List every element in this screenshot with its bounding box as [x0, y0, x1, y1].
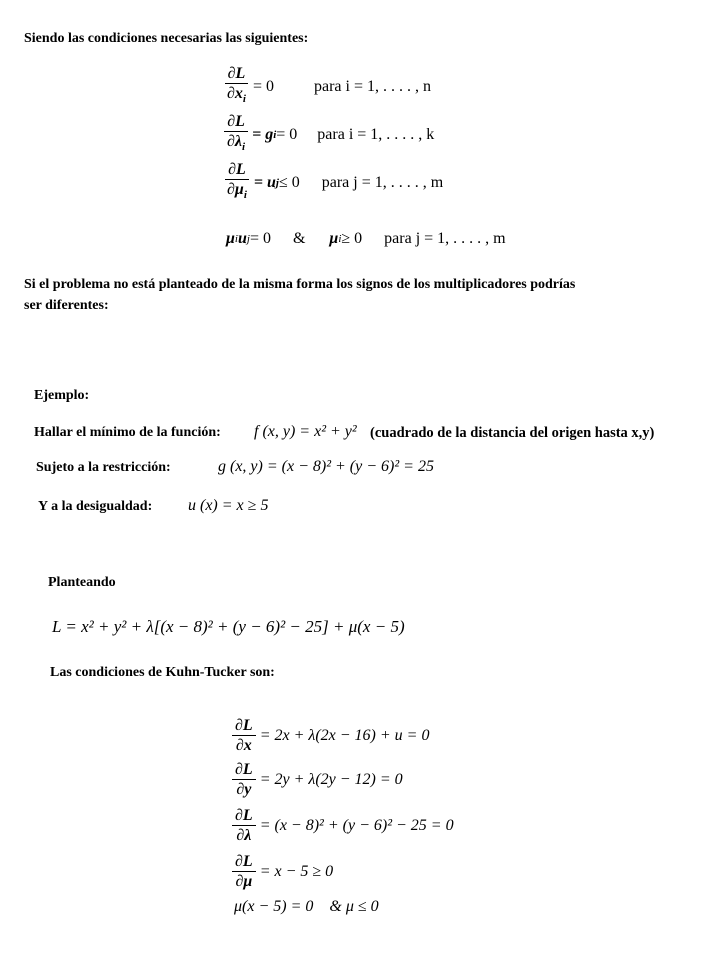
- cond3-num: ∂L: [225, 160, 249, 180]
- kt2-rhs: = 2y + λ(2y − 12) = 0: [259, 770, 403, 788]
- kt-condition-2: [232, 760, 403, 799]
- comp-amp: &: [292, 230, 306, 247]
- comp-mu2-sub: i: [338, 233, 342, 245]
- kt3-rhs: = (x − 8)² + (y − 6)² − 25 = 0: [259, 816, 454, 834]
- example-title: Ejemplo:: [34, 388, 90, 403]
- comp-u-sub: j: [246, 233, 250, 245]
- cond3-rhs: = u: [253, 173, 276, 191]
- cond3-range: para j = 1, . . . . , m: [321, 173, 444, 191]
- comp-mu-sub: i: [234, 233, 238, 245]
- planteando-text: Planteando: [48, 575, 116, 590]
- cond1-range: para i = 1, . . . . , n: [314, 77, 431, 95]
- cond2-rhs-sub: i: [273, 128, 277, 141]
- cond2-den-sub: i: [242, 141, 246, 154]
- cond3-den: ∂μ: [227, 181, 244, 198]
- note-line-2: ser diferentes:: [24, 298, 109, 313]
- inequality-expression: u (x) = x ≥ 5: [188, 497, 269, 514]
- kt-condition-1: [232, 716, 429, 755]
- cond2-den: ∂λ: [227, 133, 243, 150]
- cond3-den-sub: i: [243, 189, 247, 202]
- kt1-den: ∂x: [235, 737, 252, 754]
- objective-function: f (x, y) = x² + y²: [254, 423, 357, 440]
- hallar-text: Hallar el mínimo de la función:: [34, 425, 221, 440]
- cond2-rhs: = g: [252, 125, 274, 143]
- comp-range: para j = 1, . . . . , m: [384, 230, 506, 247]
- function-note: (cuadrado de la distancia del origen hasta x,y): [370, 425, 655, 441]
- kt3-den: ∂λ: [236, 827, 252, 844]
- condition-1: [224, 64, 431, 109]
- cond2-num: ∂L: [224, 112, 248, 132]
- comp-u: u: [237, 230, 247, 247]
- condition-2: [224, 112, 434, 157]
- kt1-num: ∂L: [232, 716, 256, 736]
- cond1-rhs: = 0: [252, 77, 274, 95]
- condition-3: [224, 160, 443, 205]
- cond3-rhs2: ≤ 0: [278, 173, 300, 191]
- kt-condition-3: [232, 806, 454, 845]
- kt1-rhs: = 2x + λ(2x − 16) + u = 0: [259, 726, 430, 744]
- note-line-1: Si el problema no está planteado de la misma forma los signos de los multiplicadores podrías: [24, 277, 576, 292]
- kt-title: Las condiciones de Kuhn-Tucker son:: [50, 665, 275, 680]
- cond1-den-sub: i: [242, 93, 246, 106]
- restriction-equation: g (x, y) = (x − 8)² + (y − 6)² = 25: [218, 458, 434, 475]
- cond2-rhs2: = 0: [276, 125, 298, 143]
- comp-eq: = 0: [249, 230, 271, 247]
- sujeto-text: Sujeto a la restricción:: [36, 460, 171, 475]
- kt2-den: ∂y: [236, 781, 252, 798]
- desigualdad-text: Y a la desigualdad:: [38, 499, 153, 514]
- complementary-condition: [226, 230, 506, 248]
- comp-ge: ≥ 0: [341, 230, 363, 247]
- kt4-rhs: = x − 5 ≥ 0: [259, 862, 334, 880]
- comp-mu2: μ: [329, 230, 339, 247]
- lagrangian-expression: L = x² + y² + λ[(x − 8)² + (y − 6)² − 25] + μ(x − 5): [52, 617, 405, 636]
- kt3-num: ∂L: [232, 806, 256, 826]
- cond1-den: ∂x: [227, 85, 243, 102]
- intro-text: Siendo las condiciones necesarias las siguientes:: [24, 31, 309, 46]
- kt4-den: ∂μ: [235, 873, 253, 890]
- cond1-num: ∂L: [225, 64, 249, 84]
- cond2-range: para i = 1, . . . . , k: [317, 125, 435, 143]
- kt-condition-5: μ(x − 5) = 0 & μ ≤ 0: [234, 898, 379, 915]
- kt4-num: ∂L: [232, 852, 256, 872]
- kt2-num: ∂L: [232, 760, 256, 780]
- cond3-rhs-sub: j: [275, 176, 279, 189]
- comp-mu: μ: [226, 230, 235, 247]
- kt-condition-4: [232, 852, 333, 891]
